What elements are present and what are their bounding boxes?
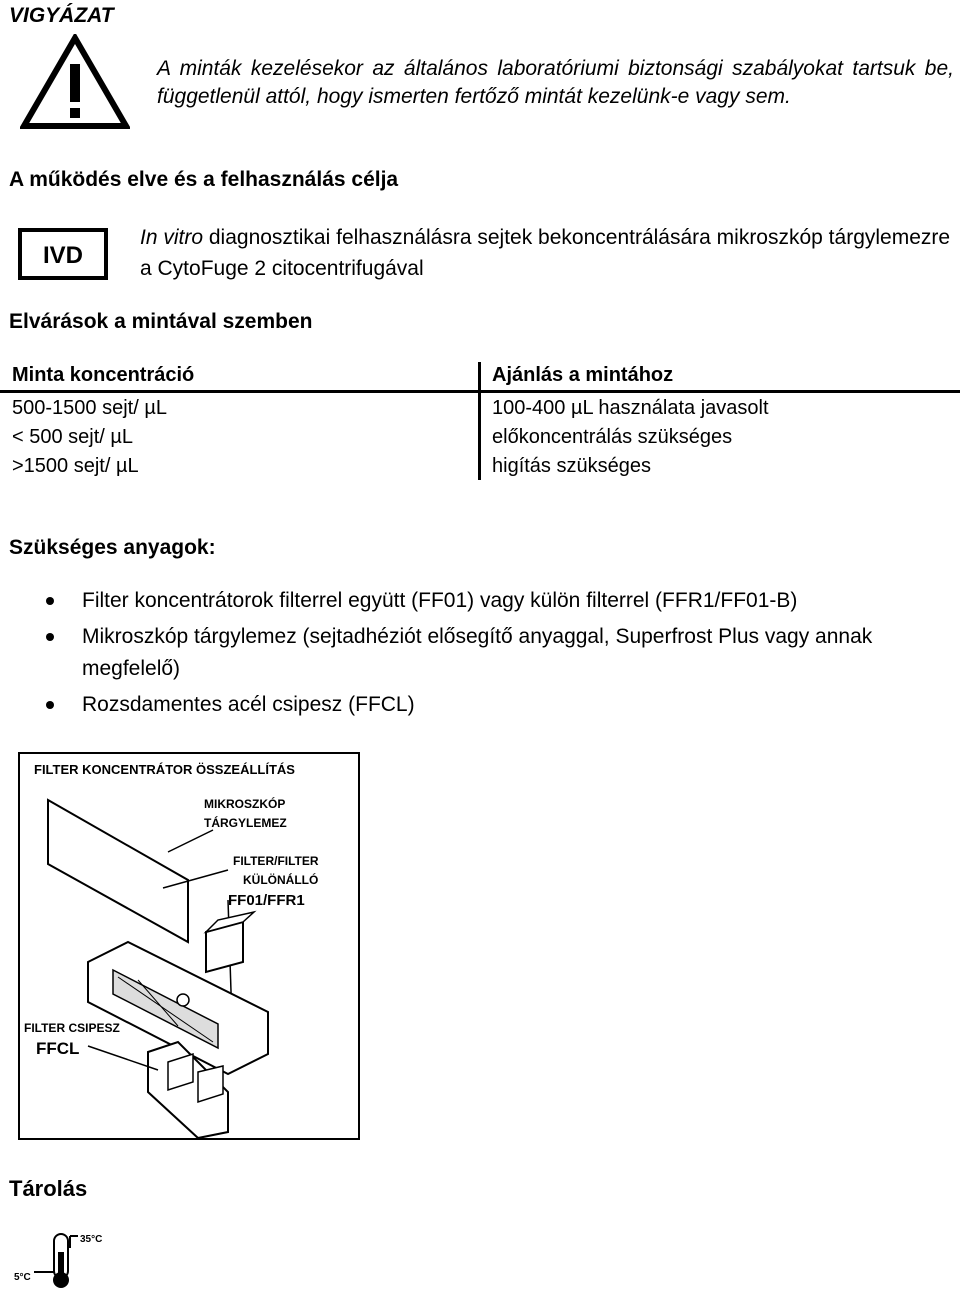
table-cell: 100-400 µL használata javasolt (492, 397, 769, 419)
table-cell: előkoncentrálás szükséges (492, 426, 733, 448)
list-item: Rozsdamentes acél csipesz (FFCL) (40, 689, 955, 721)
column-header-recommendation: Ajánlás a mintához (492, 364, 674, 386)
list-item: Filter koncentrátorok filterrel együtt (FF01) vagy külön filterrel (FFR1/FF01-B) (40, 585, 955, 617)
figure-label: FILTER CSIPESZ (24, 1021, 120, 1035)
temp-low: 5°C (14, 1272, 31, 1283)
temp-high: 35°C (80, 1234, 103, 1245)
materials-list (40, 585, 955, 725)
figure-title: FILTER KONCENTRÁTOR ÖSSZEÁLLÍTÁS (34, 762, 295, 777)
list-item: Mikroszkóp tárgylemez (sejtadhéziót elősegítő anyaggal, Superfrost Plus vagy annak megfelelő) (40, 621, 955, 685)
principle-italic: In vitro (140, 226, 204, 249)
caution-title: VIGYÁZAT (9, 4, 114, 27)
materials-title: Szükséges anyagok: (9, 536, 216, 559)
table-column-divider (478, 362, 481, 480)
requirements-title: Elvárások a mintával szemben (9, 310, 313, 333)
filter-assembly-figure (18, 752, 360, 1140)
figure-label: FF01/FFR1 (228, 892, 305, 909)
table-cell: higítás szükséges (492, 455, 651, 477)
table-cell: >1500 sejt/ µL (12, 455, 139, 477)
column-header-concentration: Minta koncentráció (12, 364, 195, 386)
principle-rest: diagnosztikai felhasználásra sejtek bekoncentrálására mikroszkóp tárgylemezre a CytoFuge 2 citocentrifugával (140, 226, 951, 280)
ivd-symbol-icon (18, 228, 108, 280)
figure-label: TÁRGYLEMEZ (204, 816, 287, 830)
table-cell: < 500 sejt/ µL (12, 426, 134, 448)
figure-label: FILTER/FILTER (233, 854, 319, 868)
figure-label: MIKROSZKÓP (204, 797, 286, 811)
storage-title: Tárolás (9, 1176, 88, 1201)
ivd-label: IVD (42, 242, 84, 269)
figure-label: FFCL (36, 1039, 80, 1058)
caution-text: A minták kezelésekor az általános laboratóriumi biztonsági szabályokat tartsuk be, függetlenül attól, hogy ismerten fertőző mintát kezelünk-e vagy sem. (157, 57, 954, 108)
principle-text (140, 222, 960, 284)
thermometer-icon (12, 1228, 112, 1288)
principle-title: A működés elve és a felhasználás célja (9, 168, 399, 191)
warning-triangle-icon (20, 34, 130, 130)
table-cell: 500-1500 sejt/ µL (12, 397, 167, 419)
figure-label: KÜLÖNÁLLÓ (243, 873, 319, 887)
